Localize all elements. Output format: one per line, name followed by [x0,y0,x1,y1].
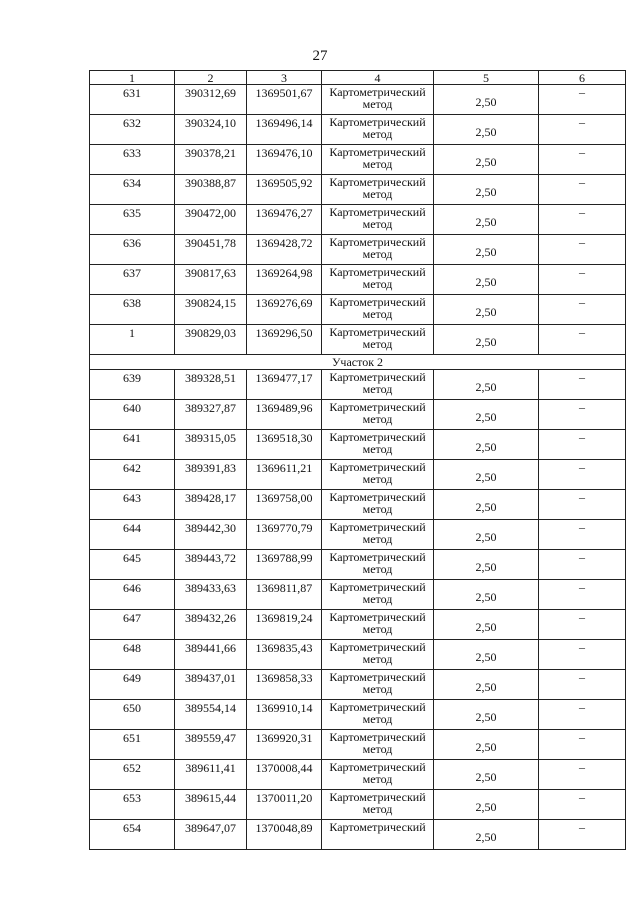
note-cell: – [539,325,626,355]
point-number-cell: 650 [90,700,175,730]
y-coordinate-cell: 1369276,69 [247,295,322,325]
x-coordinate-cell: 390312,69 [175,85,247,115]
table-row [90,460,626,490]
table-row [90,700,626,730]
y-coordinate-cell: 1369477,17 [247,370,322,400]
point-number-cell: 648 [90,640,175,670]
x-coordinate-cell: 389559,47 [175,730,247,760]
x-coordinate-cell: 389611,41 [175,760,247,790]
note-cell: – [539,580,626,610]
note-cell: – [539,520,626,550]
section-row [90,355,626,370]
note-cell: – [539,760,626,790]
method-cell: Картометрический метод [322,430,434,460]
x-coordinate-cell: 389433,63 [175,580,247,610]
point-number-cell: 632 [90,115,175,145]
accuracy-cell: 2,50 [434,235,539,265]
note-cell: – [539,460,626,490]
accuracy-cell: 2,50 [434,400,539,430]
method-cell: Картометрический метод [322,580,434,610]
y-coordinate-cell: 1369518,30 [247,430,322,460]
table-row [90,820,626,850]
accuracy-cell: 2,50 [434,760,539,790]
y-coordinate-cell: 1369770,79 [247,520,322,550]
accuracy-cell: 2,50 [434,490,539,520]
note-cell: – [539,85,626,115]
method-cell: Картометрический метод [322,370,434,400]
header-cell: 1 [90,71,175,85]
point-number-cell: 636 [90,235,175,265]
method-cell: Картометрический метод [322,145,434,175]
x-coordinate-cell: 389554,14 [175,700,247,730]
x-coordinate-cell: 390817,63 [175,265,247,295]
header-cell: 4 [322,71,434,85]
accuracy-cell: 2,50 [434,700,539,730]
table-row [90,145,626,175]
accuracy-cell: 2,50 [434,265,539,295]
accuracy-cell: 2,50 [434,370,539,400]
note-cell: – [539,115,626,145]
y-coordinate-cell: 1369501,67 [247,85,322,115]
table-row [90,790,626,820]
point-number-cell: 633 [90,145,175,175]
method-cell: Картометрический метод [322,550,434,580]
x-coordinate-cell: 389443,72 [175,550,247,580]
method-cell: Картометрический [322,820,434,850]
x-coordinate-cell: 389442,30 [175,520,247,550]
x-coordinate-cell: 390451,78 [175,235,247,265]
table-row [90,430,626,460]
point-number-cell: 652 [90,760,175,790]
y-coordinate-cell: 1369611,21 [247,460,322,490]
point-number-cell: 649 [90,670,175,700]
note-cell: – [539,265,626,295]
accuracy-cell: 2,50 [434,730,539,760]
y-coordinate-cell: 1370011,20 [247,790,322,820]
accuracy-cell: 2,50 [434,670,539,700]
header-cell: 2 [175,71,247,85]
table-row [90,325,626,355]
method-cell: Картометрический метод [322,700,434,730]
point-number-cell: 635 [90,205,175,235]
point-number-cell: 654 [90,820,175,850]
method-cell: Картометрический метод [322,175,434,205]
header-cell: 5 [434,71,539,85]
x-coordinate-cell: 389432,26 [175,610,247,640]
point-number-cell: 644 [90,520,175,550]
note-cell: – [539,205,626,235]
note-cell: – [539,235,626,265]
point-number-cell: 1 [90,325,175,355]
method-cell: Картометрический метод [322,640,434,670]
y-coordinate-cell: 1370048,89 [247,820,322,850]
method-cell: Картометрический метод [322,460,434,490]
method-cell: Картометрический метод [322,295,434,325]
point-number-cell: 642 [90,460,175,490]
note-cell: – [539,145,626,175]
note-cell: – [539,400,626,430]
method-cell: Картометрический метод [322,520,434,550]
x-coordinate-cell: 389615,44 [175,790,247,820]
accuracy-cell: 2,50 [434,430,539,460]
table-row [90,760,626,790]
accuracy-cell: 2,50 [434,640,539,670]
point-number-cell: 647 [90,610,175,640]
table-row [90,265,626,295]
accuracy-cell: 2,50 [434,295,539,325]
accuracy-cell: 2,50 [434,610,539,640]
y-coordinate-cell: 1369758,00 [247,490,322,520]
note-cell: – [539,295,626,325]
point-number-cell: 641 [90,430,175,460]
x-coordinate-cell: 390829,03 [175,325,247,355]
accuracy-cell: 2,50 [434,520,539,550]
note-cell: – [539,700,626,730]
x-coordinate-cell: 390324,10 [175,115,247,145]
y-coordinate-cell: 1369920,31 [247,730,322,760]
note-cell: – [539,430,626,460]
x-coordinate-cell: 389315,05 [175,430,247,460]
table-header-row [90,71,626,85]
method-cell: Картометрический метод [322,490,434,520]
y-coordinate-cell: 1369264,98 [247,265,322,295]
table-row [90,400,626,430]
table-row [90,235,626,265]
method-cell: Картометрический метод [322,760,434,790]
method-cell: Картометрический метод [322,205,434,235]
method-cell: Картометрический метод [322,730,434,760]
method-cell: Картометрический метод [322,670,434,700]
x-coordinate-cell: 389328,51 [175,370,247,400]
method-cell: Картометрический метод [322,790,434,820]
y-coordinate-cell: 1369811,87 [247,580,322,610]
x-coordinate-cell: 389327,87 [175,400,247,430]
accuracy-cell: 2,50 [434,460,539,490]
y-coordinate-cell: 1370008,44 [247,760,322,790]
note-cell: – [539,670,626,700]
y-coordinate-cell: 1369788,99 [247,550,322,580]
point-number-cell: 634 [90,175,175,205]
y-coordinate-cell: 1369476,10 [247,145,322,175]
method-cell: Картометрический метод [322,85,434,115]
table-row [90,370,626,400]
accuracy-cell: 2,50 [434,115,539,145]
x-coordinate-cell: 389441,66 [175,640,247,670]
point-number-cell: 639 [90,370,175,400]
note-cell: – [539,175,626,205]
point-number-cell: 631 [90,85,175,115]
table-row [90,490,626,520]
note-cell: – [539,790,626,820]
note-cell: – [539,490,626,520]
x-coordinate-cell: 390378,21 [175,145,247,175]
method-cell: Картометрический метод [322,325,434,355]
y-coordinate-cell: 1369496,14 [247,115,322,145]
table-row [90,115,626,145]
point-number-cell: 643 [90,490,175,520]
y-coordinate-cell: 1369428,72 [247,235,322,265]
table-row [90,580,626,610]
note-cell: – [539,730,626,760]
point-number-cell: 645 [90,550,175,580]
section-title: Участок 2 [90,355,626,370]
note-cell: – [539,370,626,400]
x-coordinate-cell: 390824,15 [175,295,247,325]
x-coordinate-cell: 389437,01 [175,670,247,700]
table-row [90,205,626,235]
table-body [90,71,626,850]
x-coordinate-cell: 389391,83 [175,460,247,490]
accuracy-cell: 2,50 [434,820,539,850]
table-row [90,175,626,205]
x-coordinate-cell: 389428,17 [175,490,247,520]
method-cell: Картометрический метод [322,235,434,265]
point-number-cell: 637 [90,265,175,295]
header-cell: 3 [247,71,322,85]
accuracy-cell: 2,50 [434,325,539,355]
accuracy-cell: 2,50 [434,85,539,115]
method-cell: Картометрический метод [322,610,434,640]
x-coordinate-cell: 389647,07 [175,820,247,850]
note-cell: – [539,550,626,580]
accuracy-cell: 2,50 [434,550,539,580]
note-cell: – [539,820,626,850]
note-cell: – [539,610,626,640]
accuracy-cell: 2,50 [434,145,539,175]
table-row [90,730,626,760]
y-coordinate-cell: 1369835,43 [247,640,322,670]
accuracy-cell: 2,50 [434,580,539,610]
method-cell: Картометрический метод [322,115,434,145]
note-cell: – [539,640,626,670]
table-row [90,640,626,670]
accuracy-cell: 2,50 [434,205,539,235]
accuracy-cell: 2,50 [434,790,539,820]
y-coordinate-cell: 1369910,14 [247,700,322,730]
table-row [90,550,626,580]
method-cell: Картометрический метод [322,400,434,430]
point-number-cell: 646 [90,580,175,610]
y-coordinate-cell: 1369476,27 [247,205,322,235]
y-coordinate-cell: 1369505,92 [247,175,322,205]
table-row [90,670,626,700]
y-coordinate-cell: 1369819,24 [247,610,322,640]
method-cell: Картометрический метод [322,265,434,295]
point-number-cell: 653 [90,790,175,820]
point-number-cell: 651 [90,730,175,760]
accuracy-cell: 2,50 [434,175,539,205]
y-coordinate-cell: 1369296,50 [247,325,322,355]
table-row [90,85,626,115]
y-coordinate-cell: 1369489,96 [247,400,322,430]
header-cell: 6 [539,71,626,85]
table-row [90,610,626,640]
page-number: 27 [312,48,328,64]
y-coordinate-cell: 1369858,33 [247,670,322,700]
point-number-cell: 638 [90,295,175,325]
x-coordinate-cell: 390472,00 [175,205,247,235]
table-row [90,295,626,325]
coordinates-table [89,70,626,850]
x-coordinate-cell: 390388,87 [175,175,247,205]
table-row [90,520,626,550]
point-number-cell: 640 [90,400,175,430]
